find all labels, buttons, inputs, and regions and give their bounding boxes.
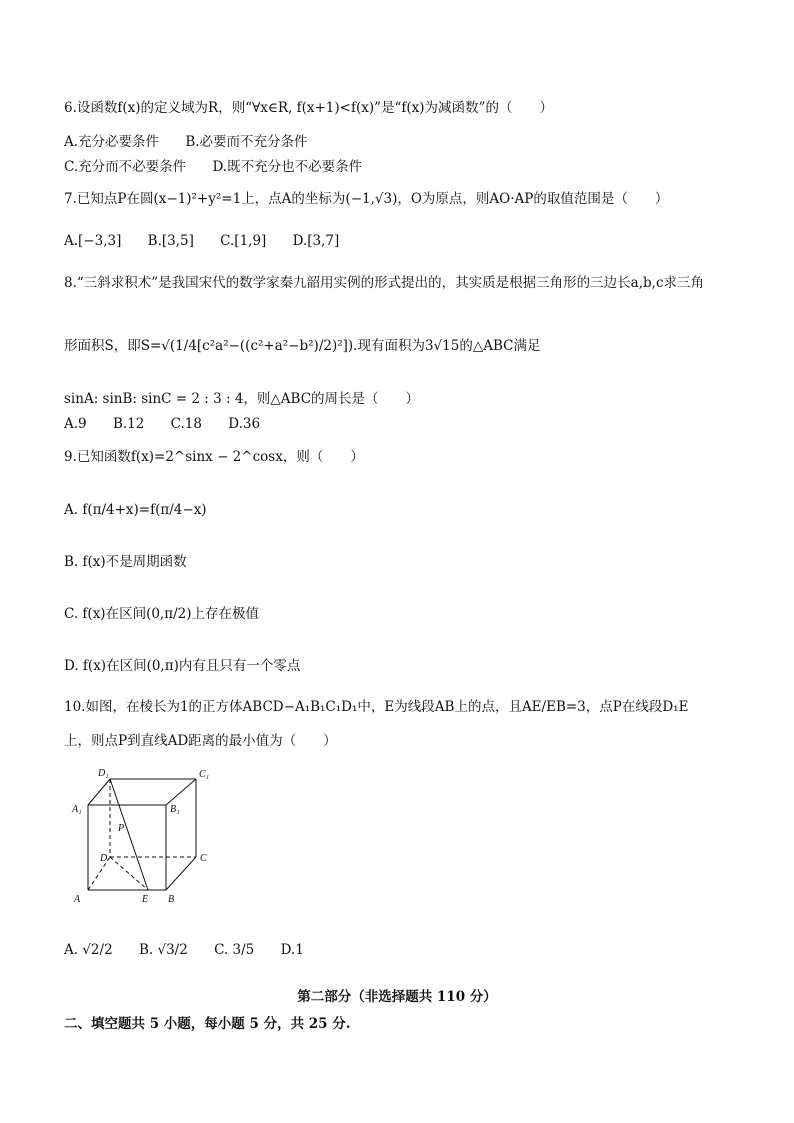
label-d1: D₁ <box>98 768 109 779</box>
q10-line1-text: 10.如图，在棱长为1的正方体ABCD−A₁B₁C₁D₁中，E为线段AB上的点，且AE/EB=3，点P在线段D₁E <box>64 699 689 715</box>
q9-option-d: D. f(x)在区间(0,π)内有且只有一个零点 <box>64 658 301 674</box>
q6-option-b: B.必要而不充分条件 <box>185 134 308 150</box>
q9-stem-text: 9.已知函数f(x)=2^sinx − 2^cosx，则（ ） <box>64 449 364 465</box>
label-b1: B₁ <box>170 804 180 815</box>
cube-figure <box>66 765 226 910</box>
q6-stem <box>64 98 553 118</box>
q10-option-c: C. 3/5 <box>214 942 255 958</box>
label-c1: C₁ <box>199 769 210 780</box>
q8-option-d: D.36 <box>228 416 261 432</box>
q7-option-c: C.[1,9] <box>220 233 267 249</box>
q6-option-c: C.充分而不必要条件 <box>64 159 187 175</box>
q7-option-b: B.[3,5] <box>147 233 194 249</box>
q9-option-c: C. f(x)在区间(0,π/2)上存在极值 <box>64 606 259 622</box>
q7-option-a: A.[−3,3] <box>64 233 122 249</box>
label-b: B <box>168 894 175 905</box>
q6-options-row2 <box>64 157 384 177</box>
q9-option-b-line <box>64 552 187 572</box>
q10-line2 <box>64 731 337 751</box>
section2-title: 第二部分（非选择题共 110 分） <box>297 989 497 1005</box>
q9-option-a: A. f(π/4+x)=f(π/4−x) <box>64 502 207 518</box>
q9-option-b: B. f(x)不是周期函数 <box>64 554 187 570</box>
q10-line1 <box>64 697 688 717</box>
q9-option-d-line <box>64 656 300 676</box>
q8-line2-text: 形面积S，即S=√(1/4[c²a²−((c²+a²−b²)/2)²]).现有面积为3√15的△ABC满足 <box>64 338 541 354</box>
q10-option-a: A. √2/2 <box>64 942 113 958</box>
label-a1: A₁ <box>72 804 82 815</box>
label-d: D <box>100 853 108 864</box>
q8-line3-text: sinA: sinB: sinC = 2 : 3 : 4，则△ABC的周长是（ ） <box>64 391 420 407</box>
q8-line1-text: 8.“三斜求积术”是我国宋代的数学家秦九韶用实例的形式提出的，其实质是根据三角形的三边长a,b,c求三角 <box>64 275 705 291</box>
label-a: A <box>74 894 81 905</box>
q6-stem-text: 6.设函数f(x)的定义域为R，则“∀x∈R, f(x+1)<f(x)”是“f(x)为减函数”的（ ） <box>64 100 553 116</box>
q9-option-c-line <box>64 604 259 624</box>
q7-options <box>64 231 361 251</box>
q8-line1 <box>64 273 704 293</box>
q10-line2-text: 上，则点P到直线AD距离的最小值为（ ） <box>64 733 337 749</box>
q6-option-d: D.既不充分也不必要条件 <box>212 159 363 175</box>
q8-option-b: B.12 <box>112 416 145 432</box>
q8-options <box>64 414 282 434</box>
q8-option-c: C.18 <box>170 416 202 432</box>
q6-options-row1 <box>64 132 330 152</box>
q6-option-a: A.充分必要条件 <box>64 134 160 150</box>
q8-line3 <box>64 389 419 409</box>
q7-stem <box>64 189 668 209</box>
section2-subtitle: 二、填空题共 5 小题，每小题 5 分，共 25 分. <box>64 1016 351 1032</box>
q7-option-d: D.[3,7] <box>292 233 340 249</box>
q8-line2 <box>64 336 540 356</box>
q10-option-d: D.1 <box>280 942 304 958</box>
label-p: P <box>118 823 125 834</box>
label-c: C <box>200 853 207 864</box>
q7-stem-text: 7.已知点P在圆(x−1)²+y²=1上，点A的坐标为(−1,√3)，O为原点，则AO·AP的取值范围是（ ） <box>64 191 669 207</box>
q10-options <box>64 940 326 960</box>
q9-option-a-line <box>64 500 207 520</box>
q9-stem <box>64 447 364 467</box>
label-e: E <box>142 894 149 905</box>
q10-option-b: B. √3/2 <box>138 942 188 958</box>
q8-option-a: A.9 <box>64 416 87 432</box>
